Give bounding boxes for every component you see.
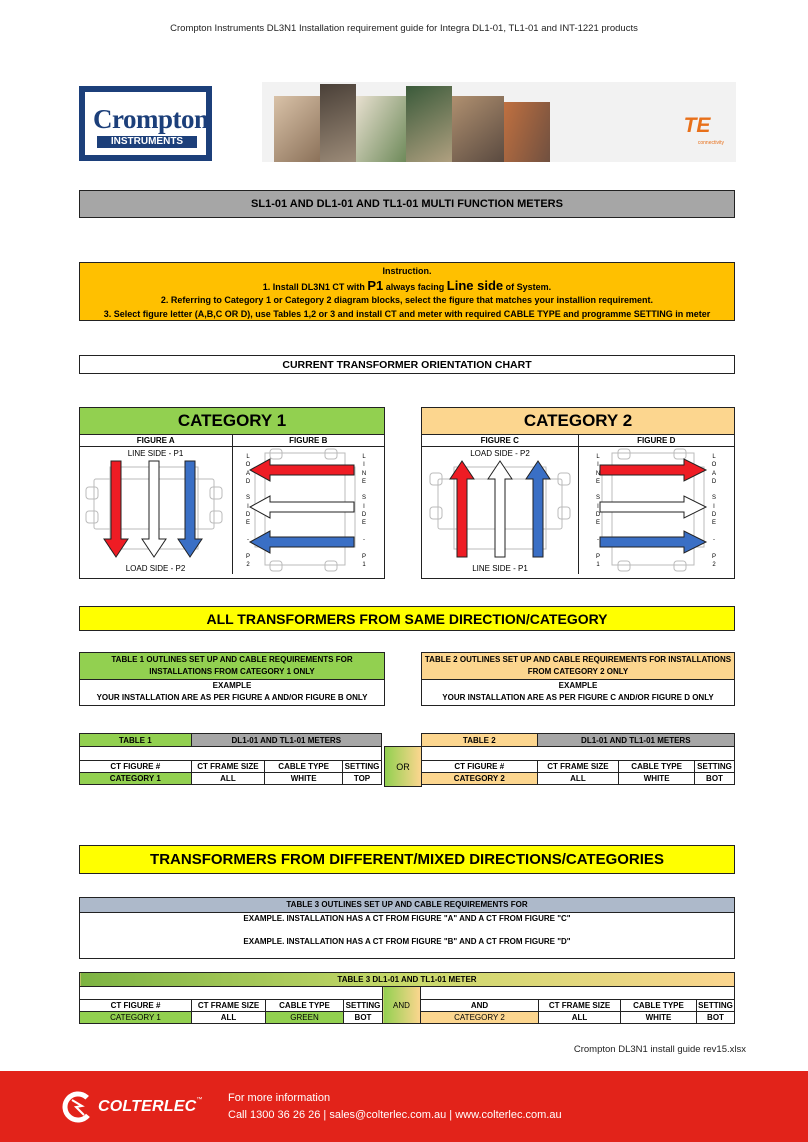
side-label-char: P	[711, 553, 716, 560]
banner-photo	[320, 84, 356, 162]
contact-line-2[interactable]: Call 1300 36 26 26 | sales@colterlec.com.au | www.colterlec.com.au	[228, 1109, 562, 1121]
side-label-char	[710, 544, 718, 552]
side-label-char: D	[711, 478, 717, 485]
category-2-figures	[422, 447, 734, 574]
logo-c: C	[93, 104, 112, 134]
side-label-char: D	[595, 512, 601, 519]
side-label-char: I	[713, 503, 715, 510]
same-direction-title: ALL TRANSFORMERS FROM SAME DIRECTION/CATEGORY	[79, 606, 735, 631]
side-label-char	[360, 528, 368, 536]
table-2-col: CT FIGURE #	[422, 761, 538, 773]
side-label-char: 2	[712, 561, 716, 568]
table-3-note-example-1: EXAMPLE. INSTALLATION HAS A CT FROM FIGURE "A" AND A CT FROM FIGURE "C"	[243, 914, 571, 923]
side-label-char: I	[363, 462, 365, 469]
table-3-col: SETTING	[698, 1001, 733, 1010]
category-2-figure-headers	[422, 435, 734, 447]
figure-b-right-label	[360, 453, 368, 569]
table-1-cell: CATEGORY 1	[80, 773, 192, 785]
te-sub: connectivity	[697, 140, 724, 146]
table-2-note-head: TABLE 2 OUTLINES SET UP AND CABLE REQUIREMENTS FOR INSTALLATIONS FROM CATEGORY 2 ONLY	[422, 653, 734, 680]
te-logo: TE	[683, 114, 711, 137]
side-label-char: I	[597, 462, 599, 469]
logo-instruments: INSTRUMENTS	[97, 136, 197, 148]
table-3-col: CT FRAME SIZE	[539, 1000, 621, 1012]
crompton-logo	[79, 86, 212, 161]
table-3-cell: BOT	[344, 1012, 383, 1024]
table-2-note	[421, 652, 735, 706]
category-1-figure-headers	[80, 435, 384, 447]
side-label-char: I	[597, 503, 599, 510]
side-label-char: S	[595, 495, 600, 502]
table-3-note-example-2: EXAMPLE. INSTALLATION HAS A CT FROM FIGURE "B" AND A CT FROM FIGURE "D"	[243, 937, 571, 946]
arrow-red-left	[250, 459, 354, 481]
side-label-char: 1	[362, 561, 366, 568]
side-label-char: I	[363, 503, 365, 510]
side-label-char: L	[596, 454, 600, 460]
side-label-char: L	[712, 454, 716, 460]
table-2-note-body: YOUR INSTALLATION ARE AS PER FIGURE C AND/OR FIGURE D ONLY	[442, 693, 714, 702]
table-2-col: CT FRAME SIZE	[537, 761, 619, 773]
table-1-note-example: EXAMPLE	[212, 681, 252, 690]
contact-info	[228, 1090, 562, 1124]
table-1-note-body: YOUR INSTALLATION ARE AS PER FIGURE A AND/OR FIGURE B ONLY	[96, 693, 368, 702]
side-label-char: D	[245, 512, 251, 519]
figure-a-bottom-label: LOAD SIDE - P2	[125, 564, 186, 573]
logo-word: rompton	[112, 104, 209, 134]
arrow-blue-left	[250, 531, 354, 553]
instruction-line-1: 1. Install DL3N1 CT with P1 always facing Line side of System.	[262, 277, 552, 293]
side-label-char	[360, 486, 368, 494]
side-label-char: A	[711, 470, 716, 477]
side-label-char: P	[245, 553, 250, 560]
table-3-col: CABLE TYPE	[266, 1000, 344, 1012]
table-1	[79, 733, 382, 785]
or-separator: OR	[384, 746, 422, 787]
table-3-col: CT FRAME SIZE	[192, 1000, 266, 1012]
instruction-box	[79, 262, 735, 321]
table-3-cell: ALL	[192, 1012, 266, 1024]
side-label-char: S	[711, 495, 716, 502]
arrow-blue-right	[600, 531, 706, 553]
side-label-char	[594, 528, 602, 536]
figure-b-label: FIGURE B	[289, 436, 328, 445]
side-label-char: E	[361, 520, 366, 527]
side-label-char: D	[361, 512, 367, 519]
arrow-red-right	[600, 459, 706, 481]
table-2-col: SETTING	[695, 761, 735, 773]
figure-d-left-label	[594, 453, 602, 569]
banner-photo	[356, 96, 406, 162]
figure-a-label: FIGURE A	[80, 435, 233, 446]
category-1-block	[79, 407, 385, 579]
table-3-col: SETTING	[344, 1000, 383, 1012]
side-label-char: -	[363, 536, 365, 543]
side-label-char: O	[711, 462, 717, 469]
side-label-char: E	[361, 478, 366, 485]
table-3-name: TABLE 3 DL1-01 AND TL1-01 METER	[80, 973, 735, 987]
side-label-char: A	[245, 470, 250, 477]
table-1-col: CABLE TYPE	[265, 761, 343, 773]
side-label-char	[244, 528, 252, 536]
meters-header-bar: SL1-01 AND DL1-01 AND TL1-01 MULTI FUNCTION METERS	[79, 190, 735, 218]
side-label-char: P	[361, 553, 366, 560]
banner-photo	[504, 102, 550, 162]
header-banner	[262, 82, 736, 162]
table-1-note	[79, 652, 385, 706]
table-2-cell: CATEGORY 2	[422, 773, 538, 785]
table-1-cell: WHITE	[265, 773, 343, 785]
arrow-white-up	[488, 461, 512, 557]
contact-line-1: For more information	[228, 1092, 331, 1104]
category-2-block	[421, 407, 735, 579]
colterlec-tm: ™	[196, 1097, 203, 1103]
table-2-meters: DL1-01 AND TL1-01 METERS	[537, 734, 734, 747]
side-label-char	[710, 528, 718, 536]
arrow-red-down	[104, 461, 128, 557]
side-label-char: E	[595, 478, 600, 485]
colterlec-footer	[0, 1071, 808, 1142]
side-label-char: E	[245, 520, 250, 527]
category-2-diagram	[422, 447, 733, 574]
table-1-col: CT FIGURE #	[80, 761, 192, 773]
table-3-cell: CATEGORY 1	[80, 1012, 192, 1024]
side-label-char: P	[595, 553, 600, 560]
mixed-directions-title: TRANSFORMERS FROM DIFFERENT/MIXED DIRECTIONS/CATEGORIES	[79, 845, 735, 874]
table-1-cell: ALL	[191, 773, 265, 785]
side-label-char: L	[362, 454, 366, 460]
table-3-col: CABLE TYPE	[621, 1000, 697, 1012]
table-3-col: CT FIGURE #	[80, 1000, 192, 1012]
table-2-note-example: EXAMPLE	[558, 681, 598, 690]
colterlec-logo	[62, 1089, 202, 1125]
table-3-and: AND	[383, 987, 421, 1024]
category-2-title: CATEGORY 2	[422, 408, 734, 435]
table-1-col: SETTING	[342, 761, 381, 773]
figure-c-bottom-label: LINE SIDE - P1	[472, 564, 528, 573]
side-label-char: -	[713, 536, 715, 543]
table-1-col: CT FRAME SIZE	[191, 761, 265, 773]
side-label-char: E	[595, 520, 600, 527]
side-label-char	[244, 486, 252, 494]
side-label-char	[594, 486, 602, 494]
side-label-char: -	[247, 536, 249, 543]
table-1-cell: TOP	[342, 773, 381, 785]
instruction-line-3: 3. Select figure letter (A,B,C OR D), use Tables 1,2 or 3 and install CT and meter with required CABLE TYPE and programme SETTING in meter	[103, 308, 711, 319]
side-label-char	[710, 486, 718, 494]
table-1-meters: DL1-01 AND TL1-01 METERS	[191, 734, 381, 747]
figure-a-top-label: LINE SIDE - P1	[127, 449, 184, 458]
banner-photo	[406, 86, 452, 162]
colterlec-brand: COLTERLEC	[98, 1098, 197, 1115]
table-2-cell: BOT	[695, 773, 735, 785]
table-3-col: AND	[421, 1000, 539, 1012]
arrow-white-right	[600, 496, 706, 518]
figure-c-label: FIGURE C	[422, 435, 579, 446]
side-label-char: E	[711, 520, 716, 527]
side-label-char	[244, 544, 252, 552]
side-label-char: N	[595, 470, 601, 477]
table-2-cell: WHITE	[619, 773, 695, 785]
side-label-char: S	[245, 495, 250, 502]
side-label-char: S	[361, 495, 366, 502]
figure-b-left-label	[244, 453, 252, 569]
table-2	[421, 733, 735, 785]
side-label-char: L	[246, 454, 250, 460]
side-label-char: 2	[246, 561, 250, 568]
side-label-char: -	[597, 536, 599, 543]
category-1-title: CATEGORY 1	[80, 408, 384, 435]
table-3-note	[79, 897, 735, 959]
table-3-cell: ALL	[539, 1012, 621, 1024]
table-3-cell: WHITE	[621, 1012, 697, 1024]
instruction-title: Instruction.	[382, 266, 432, 276]
instruction-line-2: 2. Referring to Category 1 or Category 2 diagram blocks, select the figure that matches your installion requirement.	[160, 295, 654, 305]
table-3-cell: GREEN	[266, 1012, 344, 1024]
side-label-char	[594, 544, 602, 552]
side-label-char	[360, 544, 368, 552]
figure-c-top-label: LOAD SIDE - P2	[470, 449, 530, 458]
colterlec-icon	[62, 1091, 94, 1123]
orientation-chart-title: CURRENT TRANSFORMER ORIENTATION CHART	[79, 355, 735, 374]
table-2-cell: ALL	[537, 773, 619, 785]
side-label-char: N	[361, 470, 367, 477]
table-3-cell: CATEGORY 2	[421, 1012, 539, 1024]
table-3-note-head: TABLE 3 OUTLINES SET UP AND CABLE REQUIREMENTS FOR	[80, 898, 734, 913]
side-label-char: D	[711, 512, 717, 519]
figure-d-label: FIGURE D	[637, 436, 676, 445]
side-label-char: O	[245, 462, 251, 469]
figure-d-right-label	[710, 453, 718, 569]
document-title: Crompton Instruments DL3N1 Installation requirement guide for Integra DL1-01, TL1-01 and INT-1221 products	[170, 23, 638, 34]
banner-photo	[274, 96, 322, 162]
side-label-char: I	[247, 503, 249, 510]
table-2-col: CABLE TYPE	[619, 761, 695, 773]
arrow-white-left	[250, 496, 354, 518]
table-2-name: TABLE 2	[422, 734, 538, 747]
banner-photo	[452, 96, 504, 162]
side-label-char: 1	[596, 561, 600, 568]
table-1-name: TABLE 1	[80, 734, 192, 747]
category-1-figures	[80, 447, 384, 574]
file-name: Crompton DL3N1 install guide rev15.xlsx	[573, 1044, 746, 1055]
table-3	[79, 972, 735, 1024]
table-3-cell: BOT	[697, 1012, 735, 1024]
side-label-char: D	[245, 478, 251, 485]
table-1-note-head: TABLE 1 OUTLINES SET UP AND CABLE REQUIREMENTS FOR INSTALLATIONS FROM CATEGORY 1 ONLY	[80, 653, 384, 680]
category-1-diagram	[80, 447, 383, 574]
arrow-white-down	[142, 461, 166, 557]
